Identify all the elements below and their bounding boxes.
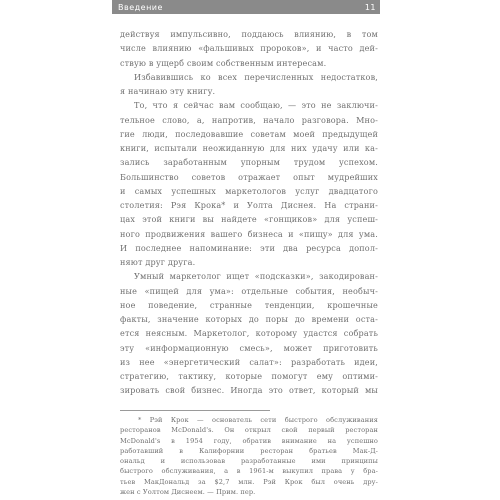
text-line: я начинаю эту книгу. <box>120 86 216 96</box>
footnote-line: ресторанов McDonald's. Он открыл свой первый ресторан <box>120 426 378 435</box>
text-line: действуя импульсивно, поддаюсь влиянию, в том <box>120 29 378 39</box>
text-line: ствую в ущерб своим собственным интересам. <box>120 57 327 68</box>
footnote-line: * Рэй Крок — основатель сети быстрого обслуживания <box>138 416 378 424</box>
footnote-line: быстрого обслуживания, а в 1961-м выкупил права у бра- <box>120 467 378 476</box>
text-line: ется неясным. Маркетолог, которому удастся собрать <box>120 328 378 339</box>
text-line: зировать свой бизнес. Иногда это ответ, который мы <box>120 385 378 396</box>
text-line: ное поведение, странные тенденции, крошечные <box>120 299 378 310</box>
page-number: 11 <box>364 2 376 12</box>
text-line: факты, значение которых до поры до времени оста- <box>120 314 378 324</box>
footnote-line: работавший в Калифорнии ресторан братьев Мак-Д- <box>120 446 378 455</box>
text-line: Избавившись ко всех перечисленных недостатков, <box>134 71 378 82</box>
paragraph <box>120 98 378 269</box>
footnote-line: тьев МакДональд за $2,7 млн. Рэй Крок был очень дру- <box>120 477 378 486</box>
section-title: Введение <box>118 2 163 12</box>
footnote-separator <box>120 410 270 411</box>
text-line: зались заработанным упорным трудом успехом. <box>120 157 378 168</box>
footnote-line: жен с Уолтом Диснеем. — Прим. пер. <box>120 487 256 496</box>
text-line: эту «информационную смесь», может приготовить <box>120 342 378 353</box>
running-header <box>112 0 380 14</box>
body-text <box>120 27 378 398</box>
text-line: числе влиянию «фальшивых пророков», и часто дей- <box>120 43 378 54</box>
text-line: тельное слово, а, напротив, начало разговора. Мно- <box>120 114 378 125</box>
text-line: гие люди, последовавшие советам моей предыдущей <box>120 128 378 139</box>
text-line: цах этой книги вы найдете «гонщиков» для успеш- <box>120 214 378 225</box>
text-line: То, что я сейчас вам сообщаю, — это не заключи- <box>134 100 378 111</box>
text-line: книги, испытали неожиданную для них удачу или ка- <box>120 143 378 153</box>
footnote-line: McDonald's в 1954 году, обратив внимание на успешно <box>120 436 378 445</box>
text-line: ного продвижения вашего бизнеса и «пищу» для ума. <box>120 228 378 239</box>
text-line: Умный маркетолог ищет «подсказки», закодирован- <box>134 271 378 282</box>
paragraph <box>120 70 378 99</box>
text-line: няют друг друга. <box>120 257 196 267</box>
text-line: из нее «энергетический салат»: разработать идеи, <box>120 356 378 367</box>
text-line: ные «пищей для ума»: отдельные события, необыч- <box>120 285 378 296</box>
paragraph <box>120 269 378 397</box>
footnote-line: ональд и использовав разработанные ими принципы <box>120 457 378 465</box>
text-line: И последнее напоминание: эти два ресурса допол- <box>120 242 378 253</box>
text-line: стратегию, тактику, которые помогут ему оптими- <box>120 371 378 381</box>
text-line: и самых успешных маркетологов услуг двадцатого <box>120 185 378 196</box>
footnote <box>120 415 378 497</box>
paragraph <box>120 27 378 70</box>
text-line: Большинство советов отражает опыт мудрейших <box>120 171 378 182</box>
text-line: столетия: Рэя Крока* и Уолта Диснея. На страни- <box>120 200 378 210</box>
